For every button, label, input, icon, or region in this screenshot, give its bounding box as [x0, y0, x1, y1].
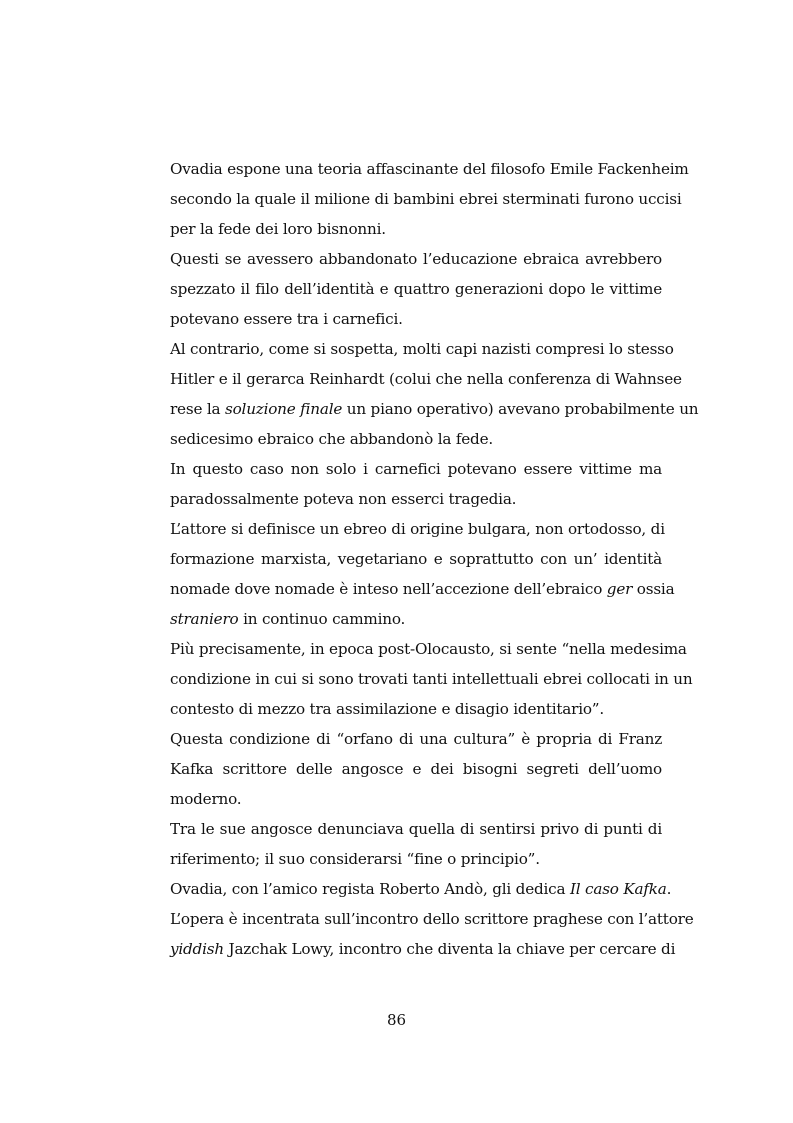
- text-line: [170, 784, 662, 814]
- text-run: in continuo cammino.: [238, 610, 406, 628]
- text-line: [170, 934, 676, 964]
- text-run: rese la: [170, 400, 225, 418]
- text-run: L’opera è incentrata sull’incontro dello scrittore praghese con l’attore: [170, 910, 694, 928]
- text-line: [170, 154, 689, 184]
- text-run: Jazchak Lowy, incontro che diventa la chiave per cercare di: [223, 940, 676, 958]
- text-line: [170, 364, 682, 394]
- text-line: [170, 274, 662, 304]
- paragraph: [170, 334, 699, 454]
- text-run: per la fede dei loro bisnonni.: [170, 220, 386, 238]
- paragraph: [170, 454, 662, 514]
- italic-text: ger: [606, 580, 633, 598]
- text-run: ossia: [632, 580, 675, 598]
- body-text: [170, 154, 699, 964]
- text-run: moderno.: [170, 790, 242, 808]
- italic-text: Il caso Kafka: [569, 880, 667, 898]
- text-run: L’attore si definisce un ebreo di origine bulgara, non ortodosso, di: [170, 520, 665, 538]
- text-line: [170, 334, 674, 364]
- text-run: Questi se avessero abbandonato l’educazione ebraica avrebbero: [170, 250, 662, 268]
- text-run: sedicesimo ebraico che abbandonò la fede.: [170, 430, 493, 448]
- paragraph: [170, 814, 662, 874]
- text-run: formazione marxista, vegetariano e soprattutto con un’ identità: [170, 550, 662, 568]
- text-line: [170, 544, 662, 574]
- text-line: [170, 694, 662, 724]
- text-run: paradossalmente poteva non esserci tragedia.: [170, 490, 517, 508]
- text-run: spezzato il filo dell’identità e quattro generazioni dopo le vittime: [170, 280, 662, 298]
- text-line: [170, 394, 699, 424]
- text-line: [170, 484, 662, 514]
- text-run: riferimento; il suo considerarsi “fine o principio”.: [170, 850, 540, 868]
- paragraph: [170, 874, 672, 904]
- text-line: [170, 214, 662, 244]
- text-run: condizione in cui si sono trovati tanti intellettuali ebrei collocati in un: [170, 670, 693, 688]
- text-run: Ovadia, con l’amico regista Roberto Andò, gli dedica: [170, 880, 570, 898]
- paragraph: [170, 514, 675, 634]
- text-run: Più precisamente, in epoca post-Olocausto, si sente “nella medesima: [170, 640, 687, 658]
- text-line: [170, 514, 665, 544]
- text-run: secondo la quale il milione di bambini ebrei sterminati furono uccisi: [170, 190, 682, 208]
- text-line: [170, 304, 662, 334]
- text-line: [170, 634, 687, 664]
- text-line: [170, 904, 694, 934]
- italic-text: straniero: [170, 610, 239, 628]
- text-run: potevano essere tra i carnefici.: [170, 310, 403, 328]
- paragraph: [170, 154, 689, 244]
- text-line: [170, 874, 672, 904]
- text-line: [170, 844, 662, 874]
- paragraph: [170, 904, 694, 964]
- page-number: 86: [386, 1011, 407, 1029]
- text-run: Questa condizione di “orfano di una cultura” è propria di Franz: [170, 730, 662, 748]
- paragraph: [170, 634, 693, 724]
- text-run: nomade dove nomade è inteso nell’accezione dell’ebraico: [170, 580, 607, 598]
- text-run: Ovadia espone una teoria affascinante del filosofo Emile Fackenheim: [170, 160, 689, 178]
- text-run: Al contrario, come si sospetta, molti capi nazisti compresi lo stesso: [170, 340, 674, 358]
- text-run: contesto di mezzo tra assimilazione e disagio identitario”.: [170, 700, 604, 718]
- paragraph: [170, 724, 662, 814]
- text-line: [170, 184, 682, 214]
- text-run: Tra le sue angosce denunciava quella di sentirsi privo di punti di: [170, 820, 662, 838]
- italic-text: soluzione finale: [225, 400, 343, 418]
- text-run: .: [666, 880, 672, 898]
- text-line: [170, 814, 662, 844]
- paragraph: [170, 244, 662, 334]
- text-run: Kafka scrittore delle angosce e dei bisogni segreti dell’uomo: [170, 760, 662, 778]
- text-line: [170, 664, 693, 694]
- text-line: [170, 424, 662, 454]
- text-line: [170, 754, 662, 784]
- text-line: [170, 574, 675, 604]
- italic-text: yiddish: [170, 940, 224, 958]
- text-run: In questo caso non solo i carnefici potevano essere vittime ma: [170, 460, 662, 478]
- text-line: [170, 724, 662, 754]
- text-line: [170, 604, 662, 634]
- text-line: [170, 244, 662, 274]
- text-run: un piano operativo) avevano probabilmente un: [342, 400, 699, 418]
- text-run: Hitler e il gerarca Reinhardt (colui che nella conferenza di Wahnsee: [170, 370, 682, 388]
- text-line: [170, 454, 662, 484]
